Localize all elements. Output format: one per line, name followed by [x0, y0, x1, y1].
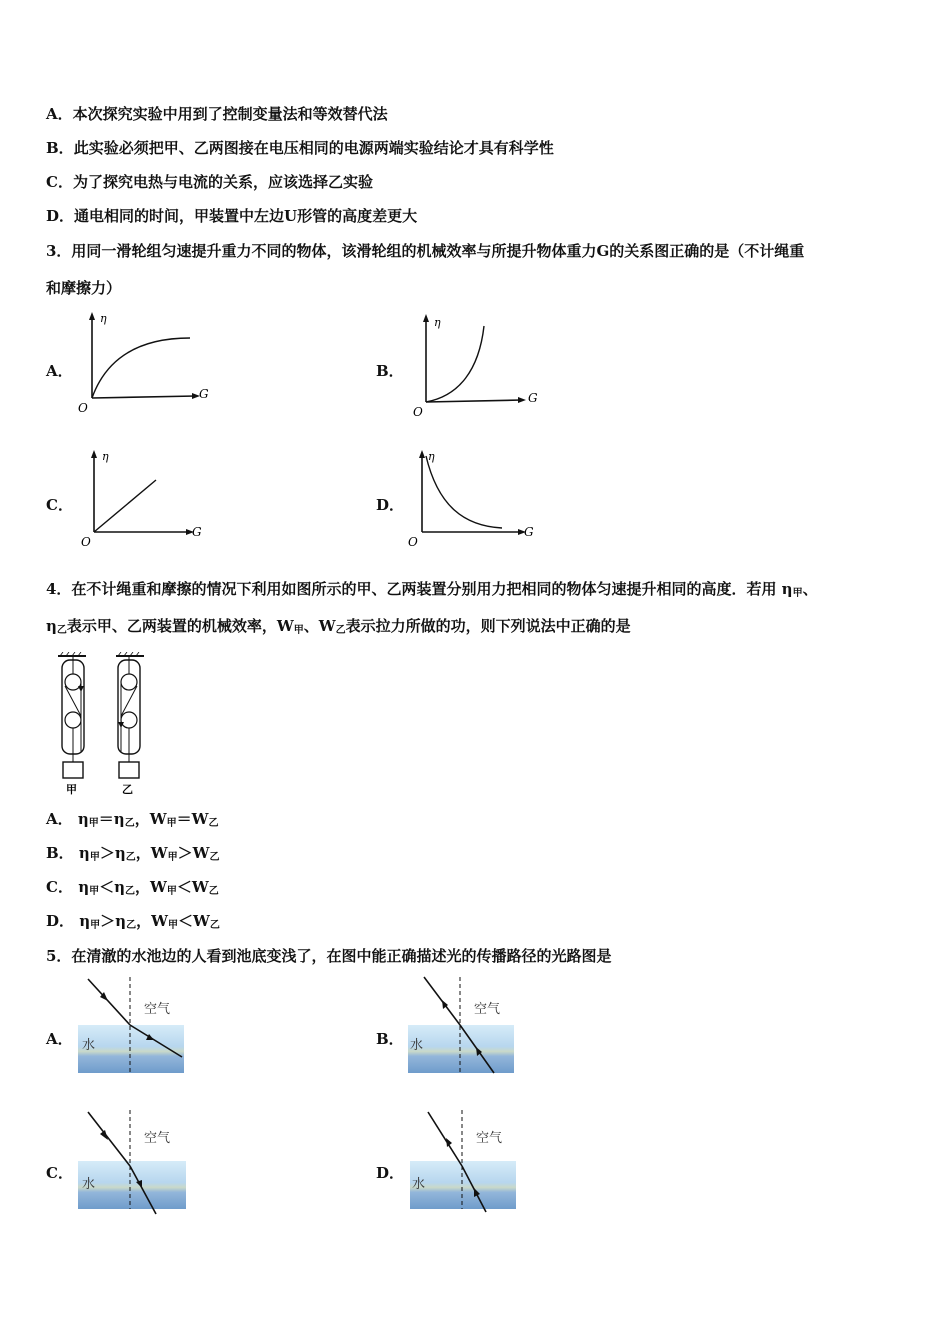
- q5-option-b-label: B．: [376, 1030, 404, 1048]
- q3-graph-d: [404, 446, 554, 556]
- q4-option-d: D． η甲＞η乙，W甲＜W乙: [46, 912, 220, 931]
- q3-graph-c: [74, 446, 224, 556]
- q5-a-air-label: 空气: [144, 1002, 171, 1017]
- q4-option-a: A． η甲＝η乙，W甲＝W乙: [46, 810, 219, 829]
- q5-option-d-label: D．: [376, 1164, 405, 1182]
- q5-b-water-label: 水: [410, 1038, 424, 1053]
- q5-c-water-label: 水: [82, 1177, 96, 1192]
- q4-figure-label-jia: 甲: [66, 783, 77, 796]
- q5-a-water-label: 水: [82, 1038, 96, 1053]
- q3-option-c-label: C．: [46, 496, 73, 514]
- q3-option-b-label: B．: [376, 362, 404, 380]
- q5-diagram-d: [408, 1108, 520, 1218]
- q5-diagram-a: [76, 975, 188, 1075]
- q3-d-x-label: G: [524, 525, 534, 539]
- q5-b-air-label: 空气: [474, 1002, 501, 1017]
- q3-b-y-label: η: [434, 316, 441, 329]
- q3-graph-a: [72, 308, 222, 418]
- q3-c-x-label: G: [192, 525, 202, 539]
- q5-stem: 5．在清澈的水池边的人看到池底变浅了，在图中能正确描述光的传播路径的光路图是: [46, 947, 612, 965]
- q3-d-origin: O: [408, 535, 418, 549]
- q4-pulley-figure: [54, 652, 164, 797]
- q4-option-c: C． η甲＜η乙，W甲＜W乙: [46, 878, 219, 897]
- q5-diagram-b: [406, 975, 518, 1075]
- q5-d-air-label: 空气: [476, 1131, 503, 1146]
- q2-option-b: B．此实验必须把甲、乙两图接在电压相同的电源两端实验结论才具有科学性: [46, 139, 554, 157]
- q3-stem-line2: 和摩擦力）: [46, 279, 122, 297]
- q5-diagram-c: [76, 1108, 188, 1218]
- q2-option-a: A．本次探究实验中用到了控制变量法和等效替代法: [46, 105, 388, 123]
- q3-graph-b: [404, 310, 554, 420]
- q3-b-origin: O: [413, 405, 423, 419]
- q3-c-origin: O: [81, 535, 91, 549]
- q4-option-b: B． η甲＞η乙，W甲＞W乙: [46, 844, 220, 863]
- q3-option-a-label: A．: [46, 362, 73, 380]
- q2-option-d: D．通电相同的时间，甲装置中左边U形管的高度差更大: [46, 207, 418, 225]
- q3-c-y-label: η: [102, 450, 109, 463]
- q5-d-water-label: 水: [412, 1177, 426, 1192]
- q3-d-y-label: η: [428, 450, 435, 463]
- q3-option-d-label: D．: [376, 496, 405, 514]
- q4-stem-line1: 4．在不计绳重和摩擦的情况下利用如图所示的甲、乙两装置分别用力把相同的物体匀速提升相同的高度．若用 η甲、: [46, 580, 818, 599]
- q3-b-x-label: G: [528, 391, 538, 405]
- q4-stem-line2: η乙表示甲、乙两装置的机械效率，W甲、W乙表示拉力所做的功，则下列说法中正确的是: [46, 617, 631, 636]
- q5-option-c-label: C．: [46, 1164, 73, 1182]
- q2-option-c: C．为了探究电热与电流的关系，应该选择乙实验: [46, 173, 373, 191]
- q3-a-x-label: G: [199, 387, 209, 401]
- q5-option-a-label: A．: [46, 1030, 73, 1048]
- q5-c-air-label: 空气: [144, 1131, 171, 1146]
- q3-a-y-label: η: [100, 312, 107, 325]
- q3-a-origin: O: [78, 401, 88, 415]
- q4-figure-label-yi: 乙: [122, 783, 133, 796]
- q3-stem-line1: 3．用同一滑轮组匀速提升重力不同的物体，该滑轮组的机械效率与所提升物体重力G的关系图正确的是（不计绳重: [46, 242, 805, 260]
